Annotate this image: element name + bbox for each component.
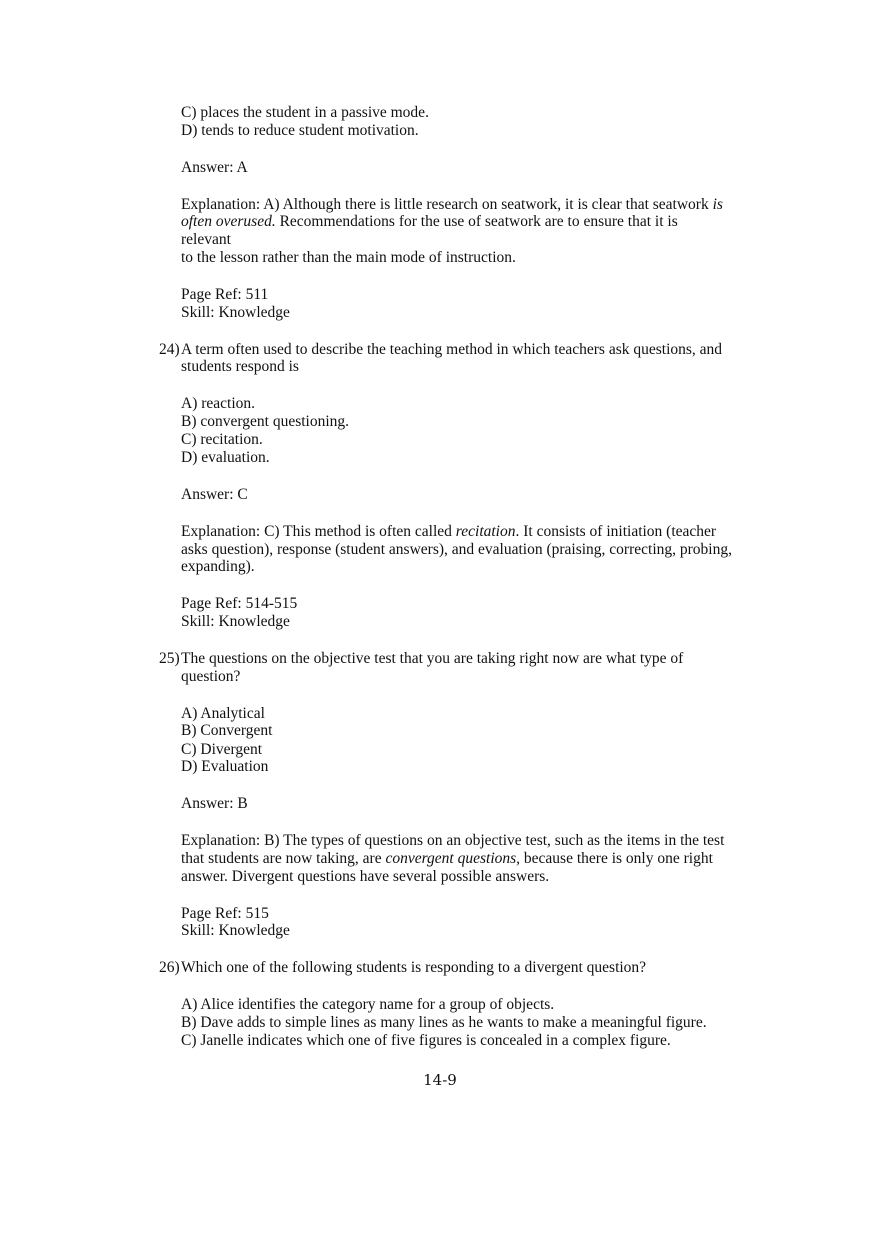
q23-explanation-emphasis: is: [712, 196, 723, 213]
q24-stem-line-1: A term often used to describe the teaching method in which teachers ask questions, and: [181, 341, 723, 358]
q25-option-c: C) Divergent: [181, 741, 263, 758]
q26-number: 26): [159, 959, 180, 976]
q26-option-b: B) Dave adds to simple lines as many lines as he wants to make a meaningful figure.: [181, 1014, 707, 1031]
q23-answer: Answer: A: [181, 159, 248, 176]
q26-stem-line-1: Which one of the following students is responding to a divergent question?: [181, 959, 647, 976]
q23-skill: Skill: Knowledge: [181, 304, 290, 321]
q24-option-d: D) evaluation.: [181, 449, 270, 466]
q23-explanation-text: Recommendations for the use of seatwork are to ensure that it is: [275, 213, 678, 230]
q24-page-ref: Page Ref: 514-515: [181, 595, 298, 612]
q24-skill: Skill: Knowledge: [181, 613, 290, 630]
q24-answer: Answer: C: [181, 486, 248, 503]
q25-explanation-line-3: answer. Divergent questions have several possible answers.: [181, 868, 550, 885]
q23-option-d: D) tends to reduce student motivation.: [181, 122, 419, 139]
q25-explanation-line-2: [181, 850, 713, 868]
q25-stem-line-2: question?: [181, 668, 241, 685]
q25-stem-line-1: The questions on the objective test that you are taking right now are what type of: [181, 650, 684, 667]
q25-explanation-emphasis: convergent questions,: [385, 850, 521, 867]
q24-explanation-text: . It consists of initiation (teacher: [515, 523, 717, 540]
q25-explanation-line-1: Explanation: B) The types of questions on an objective test, such as the items in the test: [181, 832, 725, 849]
q25-number: 25): [159, 650, 180, 667]
q23-explanation-line-2: [181, 213, 678, 231]
page-number: 14-9: [423, 1071, 457, 1089]
q23-explanation-line-4: to the lesson rather than the main mode of instruction.: [181, 249, 516, 266]
q25-option-b: B) Convergent: [181, 722, 273, 739]
q26-option-a: A) Alice identifies the category name for a group of objects.: [181, 996, 555, 1013]
q24-explanation-line-3: expanding).: [181, 558, 255, 575]
q25-option-d: D) Evaluation: [181, 758, 269, 775]
q24-explanation-text: Explanation: C) This method is often called: [181, 523, 456, 540]
q24-stem-line-2: students respond is: [181, 358, 299, 375]
q25-explanation-text: because there is only one right: [520, 850, 713, 867]
q26-option-c: C) Janelle indicates which one of five figures is concealed in a complex figure.: [181, 1032, 671, 1049]
q24-option-b: B) convergent questioning.: [181, 413, 350, 430]
q23-explanation-text: Explanation: A) Although there is little research on seatwork, it is clear that seatwork: [181, 196, 713, 213]
q25-explanation-text: that students are now taking, are: [181, 850, 386, 867]
q24-explanation-line-1: [181, 523, 716, 541]
q24-number: 24): [159, 341, 180, 358]
q23-explanation-emphasis: often overused.: [181, 213, 276, 230]
q24-option-a: A) reaction.: [181, 395, 256, 412]
q24-option-c: C) recitation.: [181, 431, 263, 448]
q25-skill: Skill: Knowledge: [181, 922, 290, 939]
q25-page-ref: Page Ref: 515: [181, 905, 269, 922]
q23-explanation-line-1: [181, 196, 723, 214]
q25-answer: Answer: B: [181, 795, 248, 812]
q23-explanation-line-3: relevant: [181, 231, 231, 248]
q25-option-a: A) Analytical: [181, 705, 265, 722]
q24-explanation-emphasis: recitation: [455, 523, 516, 540]
q24-explanation-line-2: asks question), response (student answers), and evaluation (praising, correcting, probing,: [181, 541, 732, 558]
q23-page-ref: Page Ref: 511: [181, 286, 269, 303]
q23-option-c: C) places the student in a passive mode.: [181, 104, 429, 121]
